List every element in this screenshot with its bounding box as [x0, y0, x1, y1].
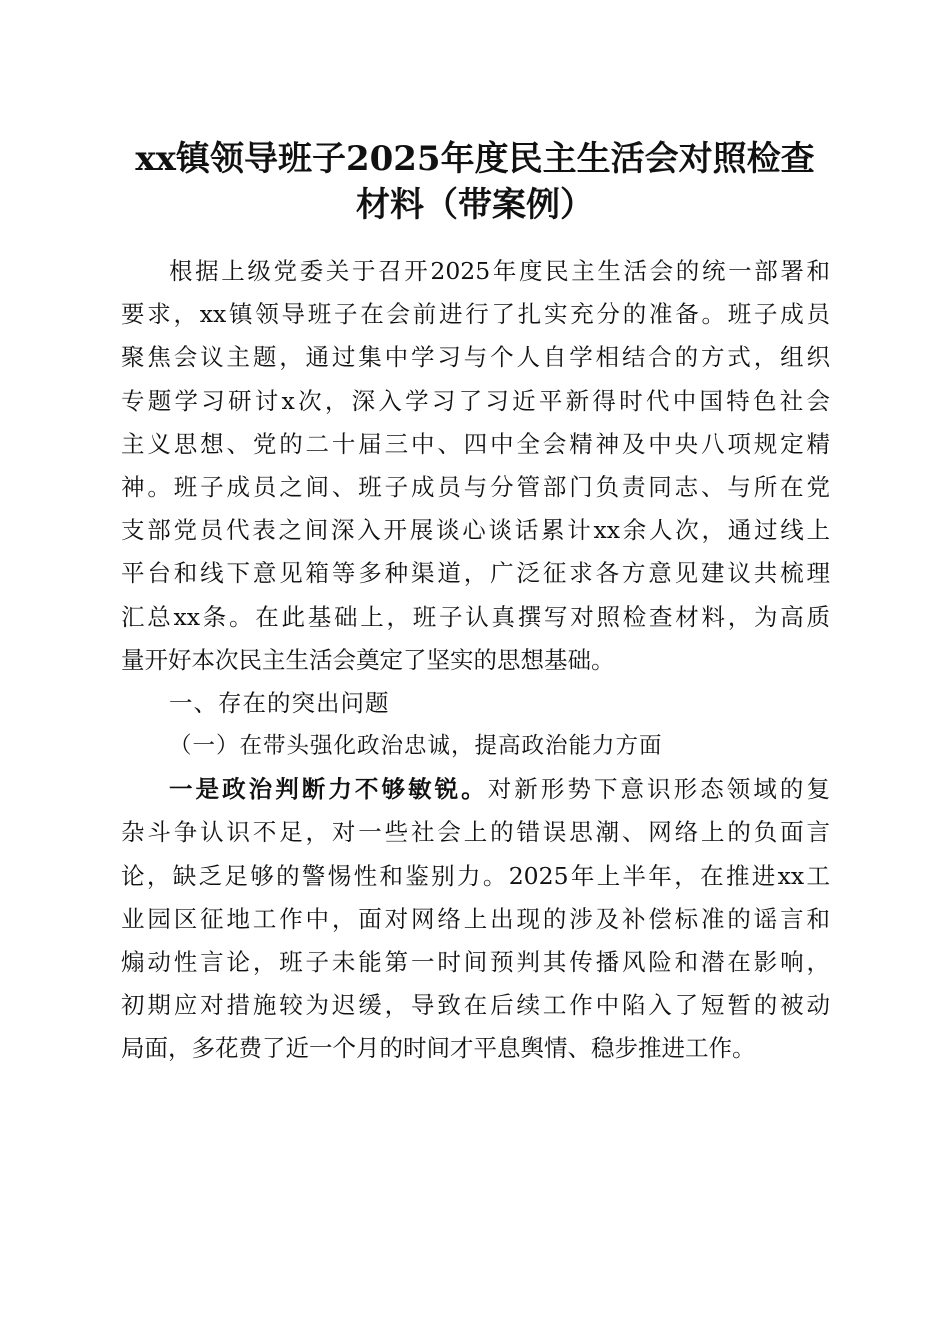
intro-paragraph — [121, 250, 830, 682]
intro-line: 主义思想、党的二十届三中、四中全会精神及中央八项规定精 — [121, 429, 830, 458]
intro-line: 量开好本次民主生活会奠定了坚实的思想基础。 — [121, 645, 615, 674]
point-line: 对新形势下意识形态领域的复 — [487, 775, 830, 804]
intro-line: 平台和线下意见箱等多种渠道，广泛征求各方意见建议共梳理 — [121, 559, 830, 588]
document-title — [100, 136, 850, 228]
title-line-2: 材料（带案例） — [356, 185, 594, 225]
section-heading: 一、存在的突出问题 — [169, 688, 390, 717]
intro-line: 汇总xx条。在此基础上，班子认真撰写对照检查材料，为高质 — [121, 602, 830, 631]
point-first-line — [121, 768, 830, 811]
intro-line: 根据上级党委关于召开2025年度民主生活会的统一部署和 — [169, 257, 830, 285]
intro-line: 专题学习研讨x次，深入学习了习近平新得时代中国特色社会 — [121, 386, 830, 415]
point-line: 杂斗争认识不足，对一些社会上的错误思潮、网络上的负面言 — [121, 818, 830, 847]
point-paragraph — [121, 768, 830, 1070]
intro-line: 聚焦会议主题，通过集中学习与个人自学相结合的方式，组织 — [121, 343, 830, 372]
title-line-1: xx镇领导班子2025年度民主生活会对照检查 — [135, 139, 815, 179]
point-line: 局面，多花费了近一个月的时间才平息舆情、稳步推进工作。 — [121, 1034, 756, 1063]
point-lead: 一是政治判断力不够敏锐。 — [169, 775, 488, 804]
point-line: 论，缺乏足够的警惕性和鉴别力。2025年上半年，在推进xx工 — [121, 861, 830, 890]
intro-line: 要求，xx镇领导班子在会前进行了扎实充分的准备。班子成员 — [121, 300, 830, 329]
section-subheading: （一）在带头强化政治忠诚，提高政治能力方面 — [169, 733, 663, 760]
intro-line: 神。班子成员之间、班子成员与分管部门负责同志、与所在党 — [121, 472, 830, 501]
point-line: 煽动性言论，班子未能第一时间预判其传播风险和潜在影响， — [121, 948, 830, 976]
point-line: 初期应对措施较为迟缓，导致在后续工作中陷入了短暂的被动 — [121, 991, 830, 1020]
document-body — [121, 250, 830, 1071]
point-line: 业园区征地工作中，面对网络上出现的涉及补偿标准的谣言和 — [121, 904, 830, 933]
intro-line: 支部党员代表之间深入开展谈心谈话累计xx余人次，通过线上 — [121, 516, 830, 545]
